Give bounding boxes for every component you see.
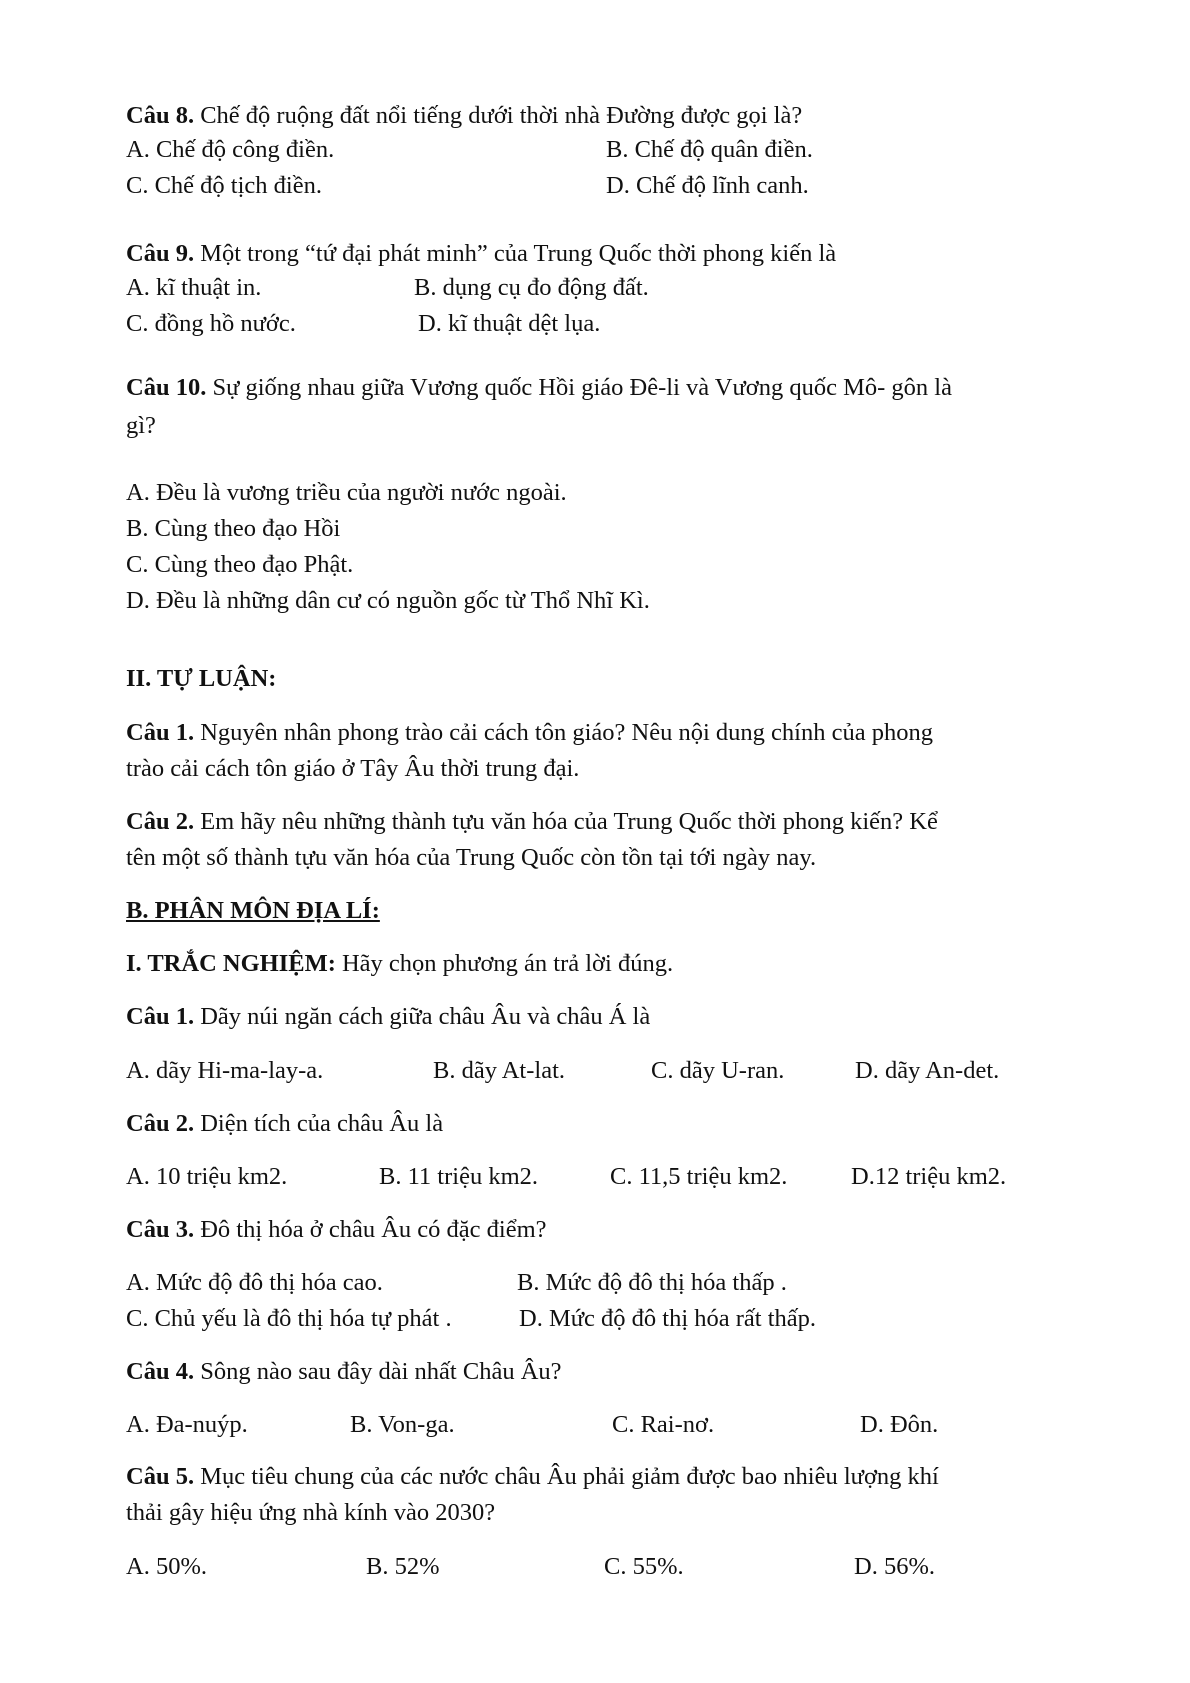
question-10 (126, 373, 952, 403)
question-label: Câu 4. (126, 1358, 195, 1385)
option-d: D. Đều là những dân cư có nguồn gốc từ Thổ Nhĩ Kì. (126, 587, 650, 614)
geo-question-4 (126, 1357, 562, 1387)
option-d: D.12 triệu km2. (851, 1163, 1007, 1190)
option-a: A. dãy Hi-ma-lay-a. (126, 1057, 324, 1084)
option-c: C. đồng hồ nước. (126, 310, 296, 337)
option-b: B. dãy At-lat. (433, 1057, 566, 1084)
geo-question-2 (126, 1109, 443, 1139)
option-d: D. 56%. (854, 1553, 935, 1580)
question-text-continued: tên một số thành tựu văn hóa của Trung Quốc còn tồn tại tới ngày nay. (126, 844, 817, 871)
option-b: B. Von-ga. (350, 1411, 455, 1438)
geo-question-5 (126, 1462, 939, 1492)
question-8 (126, 101, 802, 131)
section-heading-essay: II. TỰ LUẬN: (126, 665, 277, 692)
question-text: Dãy núi ngăn cách giữa châu Âu và châu Á là (194, 1003, 651, 1030)
essay-question-2 (126, 807, 938, 837)
question-text: Em hãy nêu những thành tựu văn hóa của Trung Quốc thời phong kiến? Kể (194, 808, 938, 835)
question-text: Diện tích của châu Âu là (194, 1110, 444, 1137)
question-label: Câu 2. (126, 1110, 195, 1137)
option-b: B. Mức độ đô thị hóa thấp . (517, 1269, 787, 1296)
question-text-continued: trào cải cách tôn giáo ở Tây Âu thời trung đại. (126, 755, 580, 782)
option-d: D. Mức độ đô thị hóa rất thấp. (519, 1305, 817, 1332)
option-d: D. dãy An-det. (855, 1057, 1000, 1084)
option-c: C. 55%. (604, 1553, 684, 1580)
option-a: A. 10 triệu km2. (126, 1163, 288, 1190)
question-text-continued: gì? (126, 412, 156, 439)
option-c: C. Rai-nơ. (612, 1411, 715, 1438)
geo-question-1 (126, 1002, 650, 1032)
option-a: A. Đều là vương triều của người nước ngoài. (126, 479, 567, 506)
option-b: B. Cùng theo đạo Hồi (126, 515, 341, 542)
question-label: Câu 1. (126, 719, 195, 746)
question-label: Câu 1. (126, 1003, 195, 1030)
option-a: A. 50%. (126, 1553, 207, 1580)
option-c: C. Chế độ tịch điền. (126, 172, 322, 199)
option-c: C. Chủ yếu là đô thị hóa tự phát . (126, 1305, 452, 1332)
question-label: Câu 2. (126, 808, 195, 835)
question-text: Sông nào sau đây dài nhất Châu Âu? (194, 1358, 562, 1385)
option-a: A. Mức độ đô thị hóa cao. (126, 1269, 383, 1296)
option-a: A. Đa-nuýp. (126, 1411, 248, 1438)
section-heading-geography: B. PHÂN MÔN ĐỊA LÍ: (126, 897, 380, 924)
option-b: B. dụng cụ đo động đất. (414, 274, 649, 301)
question-text-continued: thải gây hiệu ứng nhà kính vào 2030? (126, 1499, 496, 1526)
question-label: Câu 10. (126, 374, 207, 401)
option-b: B. 11 triệu km2. (379, 1163, 539, 1190)
question-text: Sự giống nhau giữa Vương quốc Hồi giáo Đê-li và Vương quốc Mô- gôn là (206, 374, 952, 401)
question-label: Câu 3. (126, 1216, 195, 1243)
option-c: C. 11,5 triệu km2. (610, 1163, 788, 1190)
option-b: B. Chế độ quân điền. (606, 136, 813, 163)
option-a: A. Chế độ công điền. (126, 136, 335, 163)
option-d: D. kĩ thuật dệt lụa. (418, 310, 601, 337)
question-text: Đô thị hóa ở châu Âu có đặc điểm? (194, 1216, 547, 1243)
essay-question-1 (126, 718, 933, 748)
mc-heading-line (126, 949, 673, 979)
geo-question-3 (126, 1215, 547, 1245)
option-c: C. dãy U-ran. (651, 1057, 785, 1084)
question-text: Một trong “tứ đại phát minh” của Trung Quốc thời phong kiến là (194, 240, 837, 267)
question-9 (126, 239, 836, 269)
question-label: Câu 5. (126, 1463, 195, 1490)
option-d: D. Đôn. (860, 1411, 939, 1438)
option-a: A. kĩ thuật in. (126, 274, 262, 301)
option-c: C. Cùng theo đạo Phật. (126, 551, 354, 578)
mc-instruction: Hãy chọn phương án trả lời đúng. (335, 950, 674, 977)
question-text: Mục tiêu chung của các nước châu Âu phải giảm được bao nhiêu lượng khí (194, 1463, 939, 1490)
option-b: B. 52% (366, 1553, 440, 1580)
question-label: Câu 9. (126, 240, 195, 267)
question-label: Câu 8. (126, 102, 195, 129)
mc-heading: I. TRẮC NGHIỆM: (126, 950, 336, 977)
option-d: D. Chế độ lĩnh canh. (606, 172, 809, 199)
question-text: Chế độ ruộng đất nổi tiếng dưới thời nhà Đường được gọi là? (194, 102, 803, 129)
question-text: Nguyên nhân phong trào cải cách tôn giáo? Nêu nội dung chính của phong (194, 719, 933, 746)
